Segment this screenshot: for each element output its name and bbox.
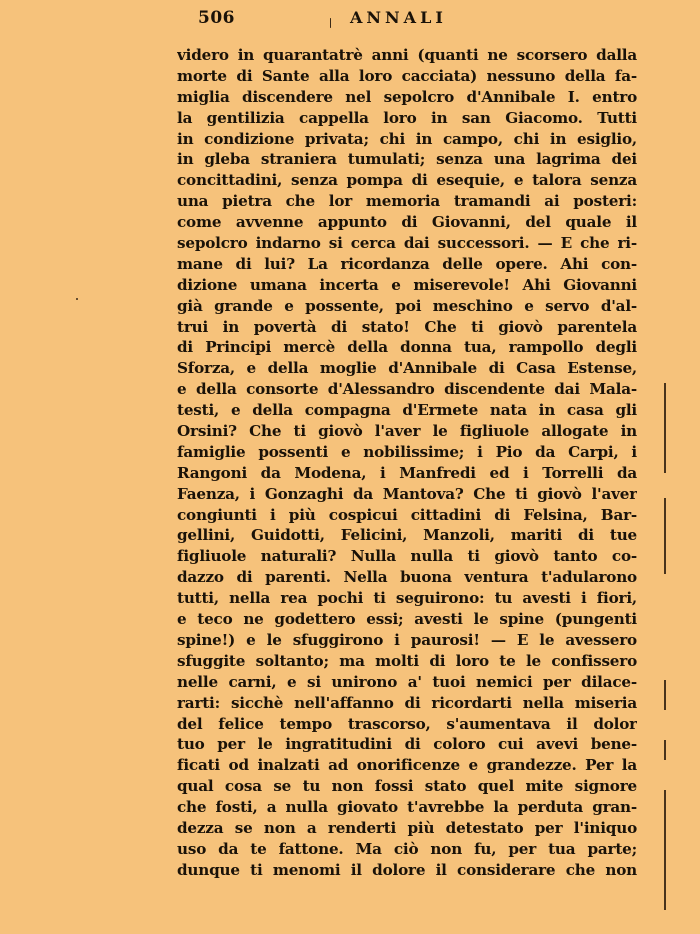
margin-rule xyxy=(664,498,666,574)
text-line: Faenza, i Gonzaghi da Mantova? Che ti giovò l'aver xyxy=(177,484,637,503)
text-line: dunque ti menomi il dolore il considerare che non xyxy=(177,860,637,879)
margin-rule xyxy=(664,790,666,910)
text-line: trui in povertà di stato! Che ti giovò parentela xyxy=(177,317,637,336)
text-line: Sforza, e della moglie d'Annibale di Casa Estense, xyxy=(177,359,637,378)
paper-speck xyxy=(330,18,331,28)
text-line: figliuole naturali? Nulla nulla ti giovò tanto co- xyxy=(177,547,637,566)
text-line: Orsini? Che ti giovò l'aver le figliuole allogate in xyxy=(177,422,637,441)
text-line: la gentilizia cappella loro in san Giacomo. Tutti xyxy=(177,108,637,127)
text-line: e della consorte d'Alessandro discendente dai Mala- xyxy=(177,380,637,399)
text-line: famiglie possenti e nobilissime; i Pio da Carpi, i xyxy=(177,442,637,461)
margin-rule xyxy=(664,383,666,473)
page-number: 506 xyxy=(198,8,235,28)
text-line: del felice tempo trascorso, s'aumentava il dolor xyxy=(177,714,637,733)
text-line: già grande e possente, poi meschino e servo d'al- xyxy=(177,296,637,315)
text-line: qual cosa se tu non fossi stato quel mite signore xyxy=(177,777,637,796)
text-line: dizione umana incerta e miserevole! Ahi Giovanni xyxy=(177,275,637,294)
text-line: rarti: sicchè nell'affanno di ricordarti nella miseria xyxy=(177,693,637,712)
text-line: gellini, Guidotti, Felicini, Manzoli, mariti di tue xyxy=(177,526,637,545)
text-line: come avvenne appunto di Giovanni, del quale il xyxy=(177,213,637,232)
text-line: morte di Sante alla loro cacciata) nessuno della fa- xyxy=(177,66,637,85)
text-line: testi, e della compagna d'Ermete nata in casa gli xyxy=(177,401,637,420)
page-header xyxy=(0,8,700,32)
text-line: ficati od inalzati ad onorificenze e grandezze. Per la xyxy=(177,756,637,775)
text-line: Rangoni da Modena, i Manfredi ed i Torrelli da xyxy=(177,463,637,482)
text-line: e teco ne godettero essi; avesti le spine (pungenti xyxy=(177,610,637,629)
text-line: in gleba straniera tumulati; senza una lagrima dei xyxy=(177,150,637,169)
text-line: tutti, nella rea pochi ti seguirono: tu avesti i fiori, xyxy=(177,589,637,608)
text-line: congiunti i più cospicui cittadini di Felsina, Bar- xyxy=(177,505,637,524)
margin-rule xyxy=(664,680,666,710)
text-line: una pietra che lor memoria tramandi ai posteri: xyxy=(177,192,637,211)
margin-rule xyxy=(664,740,666,760)
text-line: uso da te fattone. Ma ciò non fu, per tua parte; xyxy=(177,839,637,858)
body-text xyxy=(177,45,637,881)
text-line: dezza se non a renderti più detestato per l'iniquo xyxy=(177,818,637,837)
text-line: concittadini, senza pompa di esequie, e talora senza xyxy=(177,171,637,190)
text-line: sepolcro indarno si cerca dai successori. — E che ri- xyxy=(177,234,637,253)
text-line: spine!) e le sfuggirono i paurosi! — E le avessero xyxy=(177,630,637,649)
text-line: che fosti, a nulla giovato t'avrebbe la perduta gran- xyxy=(177,798,637,817)
text-line: sfuggite soltanto; ma molti di loro te le confissero xyxy=(177,651,637,670)
text-line: videro in quarantatrè anni (quanti ne scorsero dalla xyxy=(177,46,637,64)
text-line: nelle carni, e si unirono a' tuoi nemici per dilace- xyxy=(177,672,637,691)
text-line: mane di lui? La ricordanza delle opere. Ahi con- xyxy=(177,254,637,273)
paper-speck xyxy=(76,298,78,300)
running-head: ANNALI xyxy=(350,8,447,27)
text-line: miglia discendere nel sepolcro d'Annibale I. entro xyxy=(177,87,637,106)
text-line: di Principi mercè della donna tua, rampollo degli xyxy=(177,338,637,357)
text-line: dazzo di parenti. Nella buona ventura t'adularono xyxy=(177,568,637,587)
text-line: in condizione privata; chi in campo, chi in esiglio, xyxy=(177,129,637,148)
text-line: tuo per le ingratitudini di coloro cui avevi bene- xyxy=(177,735,637,754)
